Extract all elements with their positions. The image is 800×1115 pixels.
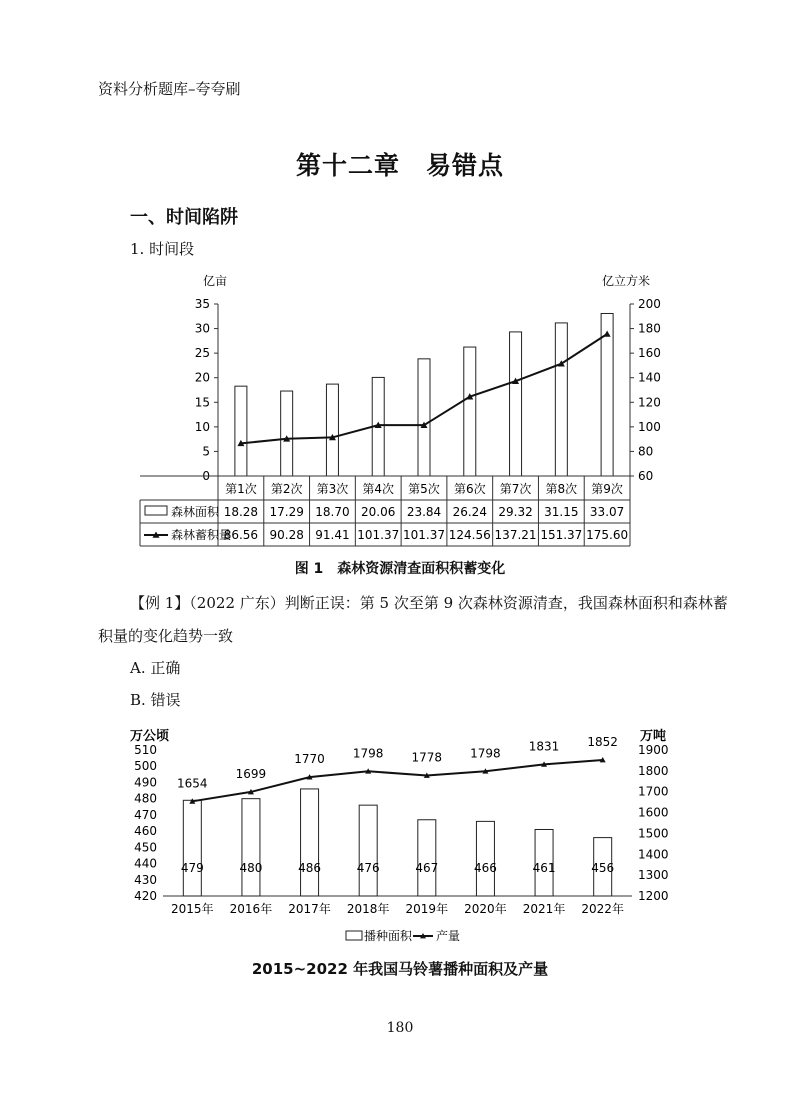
page-number: 180: [386, 1020, 414, 1036]
x-tick-label: 第9次: [591, 482, 623, 496]
figure-1-caption: 图 1 森林资源清查面积积蓄变化: [294, 561, 506, 577]
line-value-label: 1831: [528, 739, 560, 754]
x-tick-label: 第1次: [225, 482, 257, 496]
chapter-title: 第十二章 易错点: [295, 151, 504, 180]
bar-sown-area: [359, 805, 377, 896]
bar-sown-area: [183, 800, 201, 896]
table-cell-area: 26.24: [452, 505, 487, 519]
left-tick-label: 500: [134, 759, 157, 774]
x-tick-label: 2016年: [229, 902, 273, 916]
x-tick-label: 第7次: [499, 482, 532, 496]
x-tick-label: 第3次: [316, 482, 349, 496]
question-line-1: 【例 1】（2022 广东）判断正误：第 5 次至第 9 次森林资源清查，我国森林面积和森林蓄: [130, 594, 728, 612]
table-cell-stock: 137.21: [494, 528, 537, 542]
legend-label-forest-area: 森林面积: [171, 505, 220, 519]
subsection-title: 1. 时间段: [130, 240, 195, 258]
right-tick-label: 60: [638, 469, 654, 483]
x-tick-label: 2015年: [171, 902, 214, 916]
table-cell-area: 18.70: [315, 505, 350, 519]
left-tick-label: 35: [194, 297, 210, 311]
bar-sown-area: [242, 799, 260, 896]
bar-sown-area: [418, 820, 436, 896]
right-axis-unit: 万吨: [640, 729, 667, 744]
right-tick-label: 180: [638, 321, 661, 336]
right-tick-label: 140: [638, 370, 661, 385]
left-tick-label: 5: [202, 444, 210, 459]
legend-label-forest-stock: 森林蓄积量: [171, 528, 232, 542]
left-tick-label: 460: [134, 824, 157, 839]
bar-value-label: 467: [415, 861, 439, 875]
table-cell-stock: 124.56: [448, 528, 491, 542]
table-cell-area: 23.84: [406, 505, 442, 519]
right-axis-unit: 亿立方米: [602, 274, 651, 288]
line-value-label: 1798: [352, 746, 384, 761]
left-tick-label: 430: [134, 872, 157, 887]
right-tick-label: 100: [638, 419, 661, 434]
bar-value-label: 480: [239, 861, 263, 875]
legend-key-sown-area: [346, 931, 362, 940]
right-tick-label: 1800: [638, 763, 669, 778]
x-tick-label: 第4次: [362, 482, 395, 496]
bar-value-label: 479: [180, 861, 204, 875]
x-tick-label: 第2次: [270, 482, 303, 496]
left-tick-label: 450: [134, 840, 157, 855]
table-cell-stock: 91.41: [315, 528, 350, 542]
table-cell-area: 31.15: [544, 505, 579, 519]
bar-value-label: 476: [356, 861, 380, 875]
section-title: 一、时间陷阱: [130, 207, 238, 228]
option-b[interactable]: B. 错误: [130, 691, 181, 709]
bar-sown-area: [301, 789, 319, 896]
right-tick-label: 1700: [638, 784, 669, 799]
left-tick-label: 25: [194, 346, 210, 361]
table-cell-stock: 101.37: [403, 528, 445, 542]
table-cell-stock: 90.28: [269, 528, 304, 542]
left-tick-label: 20: [194, 370, 210, 385]
line-value-label: 1798: [470, 746, 501, 761]
table-cell-stock: 151.37: [540, 528, 583, 542]
x-tick-label: 2019年: [405, 902, 449, 916]
line-value-label: 1778: [411, 750, 443, 765]
x-tick-label: 第6次: [453, 482, 486, 496]
table-cell-stock: 86.56: [223, 528, 259, 542]
option-a[interactable]: A. 正确: [130, 659, 181, 677]
bar-sown-area: [476, 821, 494, 896]
question-line-2: 积量的变化趋势一致: [98, 627, 234, 645]
bar-value-label: 486: [298, 861, 322, 875]
right-tick-label: 1400: [638, 847, 669, 862]
right-tick-label: 1600: [638, 805, 669, 820]
left-tick-label: 420: [134, 889, 157, 903]
x-tick-label: 2022年: [581, 902, 624, 916]
x-tick-label: 第5次: [408, 482, 440, 496]
table-cell-stock: 175.60: [586, 528, 629, 542]
left-tick-label: 10: [194, 419, 210, 434]
x-tick-label: 第8次: [545, 482, 578, 496]
line-value-label: 1654: [177, 776, 208, 791]
right-tick-label: 120: [638, 395, 661, 410]
right-tick-label: 1500: [638, 826, 669, 841]
left-tick-label: 0: [202, 469, 210, 483]
left-tick-label: 440: [134, 856, 157, 871]
left-tick-label: 510: [134, 743, 157, 757]
right-tick-label: 160: [638, 346, 661, 361]
left-tick-label: 15: [194, 395, 210, 410]
x-tick-label: 2018年: [346, 902, 390, 916]
legend-label-production: 产量: [436, 929, 461, 943]
left-tick-label: 490: [134, 775, 157, 790]
line-value-label: 1852: [587, 735, 618, 750]
line-value-label: 1699: [235, 766, 267, 781]
table-cell-area: 33.07: [589, 505, 625, 519]
table-cell-area: 20.06: [361, 505, 396, 519]
legend-label-sown-area: 播种面积: [364, 929, 413, 943]
table-cell-area: 29.32: [498, 505, 533, 519]
x-tick-label: 2021年: [522, 902, 566, 916]
right-tick-label: 1300: [638, 868, 669, 883]
left-tick-label: 470: [134, 807, 157, 822]
table-cell-area: 18.28: [223, 505, 259, 519]
right-tick-label: 200: [638, 297, 661, 311]
table-cell-stock: 101.37: [357, 528, 400, 542]
page-header: 资料分析题库–夸夸刷: [98, 80, 241, 98]
left-axis-unit: 亿亩: [203, 274, 228, 288]
right-tick-label: 1200: [638, 889, 669, 903]
right-tick-label: 80: [638, 444, 654, 459]
bar-value-label: 456: [591, 861, 615, 875]
line-value-label: 1770: [294, 752, 325, 767]
left-axis-unit: 万公顷: [130, 729, 170, 744]
left-tick-label: 30: [194, 321, 210, 336]
right-tick-label: 1900: [638, 743, 669, 757]
table-cell-area: 17.29: [269, 505, 304, 519]
bar-value-label: 466: [473, 861, 497, 875]
bar-value-label: 461: [532, 861, 556, 875]
x-tick-label: 2020年: [464, 902, 507, 916]
figure-2-caption: 2015~2022 年我国马铃薯播种面积及产量: [251, 960, 549, 978]
left-tick-label: 480: [134, 791, 157, 806]
x-tick-label: 2017年: [288, 902, 331, 916]
